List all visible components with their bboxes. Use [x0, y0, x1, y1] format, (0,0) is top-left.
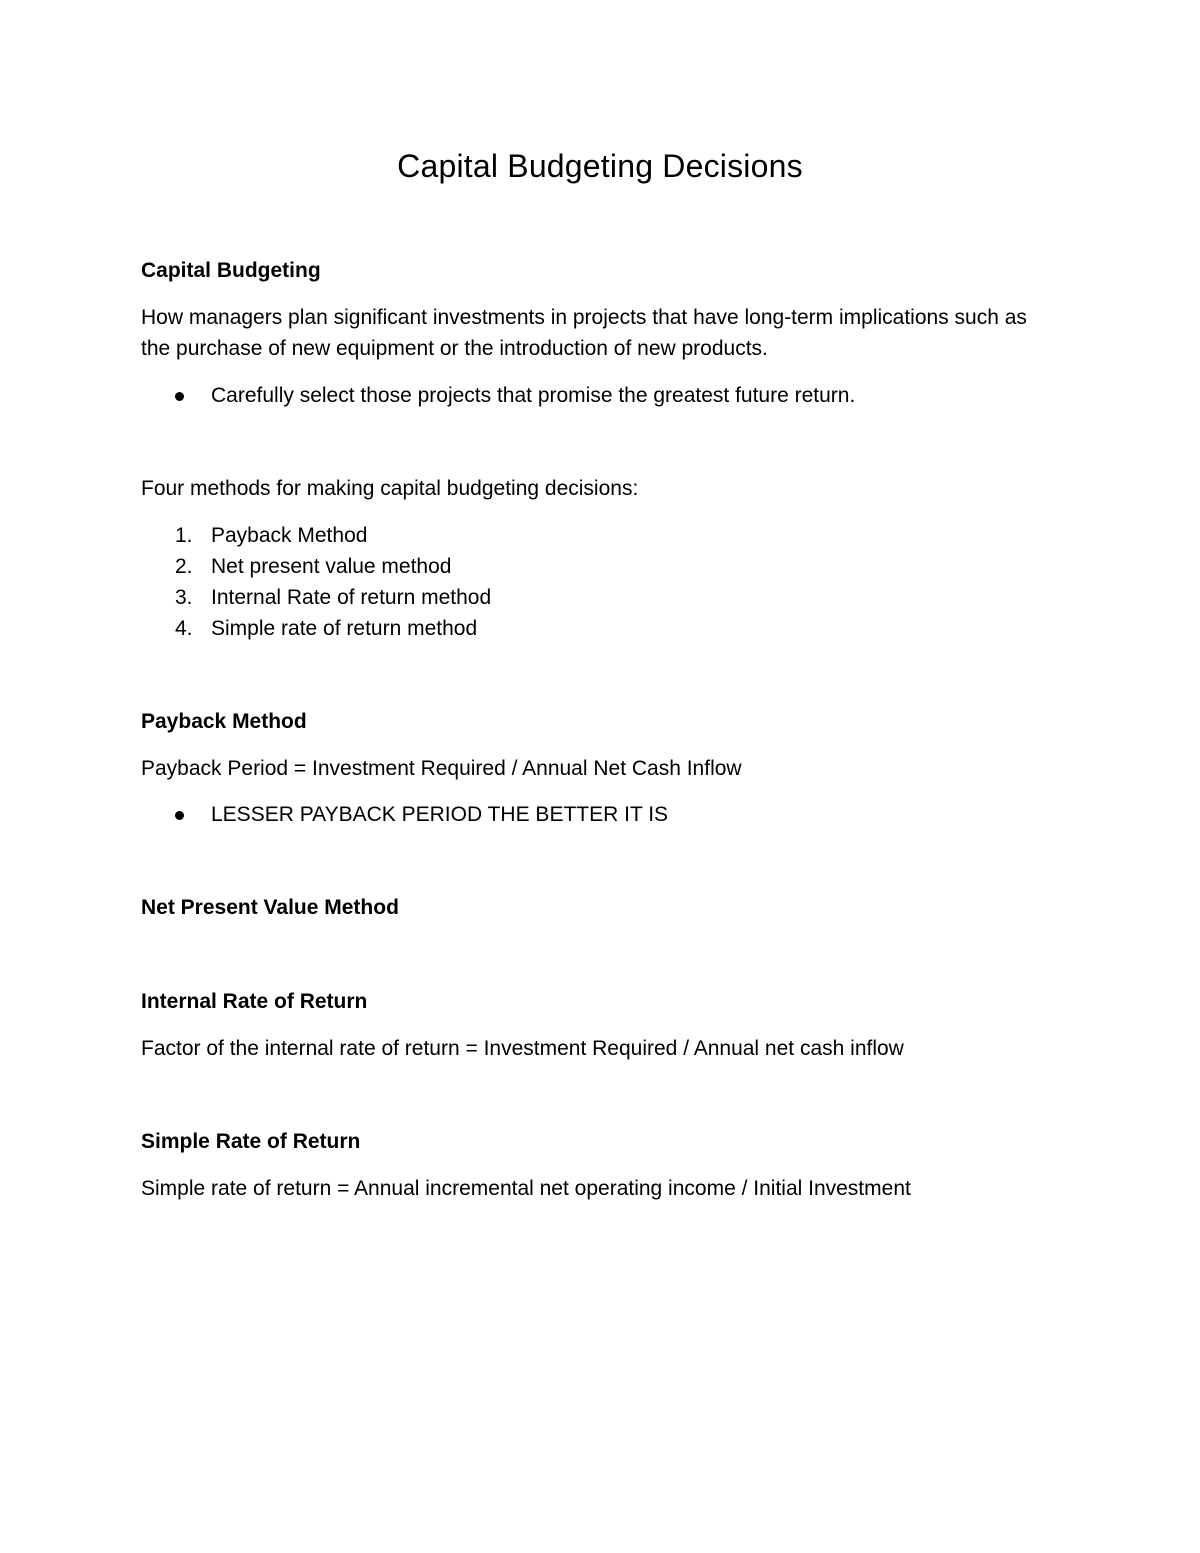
list-number: 4.: [175, 617, 193, 640]
heading-simple-rate: Simple Rate of Return: [141, 1130, 361, 1153]
heading-payback-method: Payback Method: [141, 710, 307, 733]
payback-formula: Payback Period = Investment Required / Annual Net Cash Inflow: [141, 757, 742, 780]
list-item-label: Net present value method: [211, 555, 452, 578]
document-title: Capital Budgeting Decisions: [397, 148, 803, 184]
irr-formula: Factor of the internal rate of return = Investment Required / Annual net cash inflow: [141, 1037, 904, 1060]
list-number: 3.: [175, 586, 193, 609]
methods-intro: Four methods for making capital budgeting decisions:: [141, 477, 639, 500]
list-number: 2.: [175, 555, 193, 578]
heading-npv-method: Net Present Value Method: [141, 896, 399, 919]
paragraph-line-2: the purchase of new equipment or the introduction of new products.: [141, 337, 768, 360]
bullet-icon: [175, 811, 184, 820]
heading-capital-budgeting: Capital Budgeting: [141, 259, 321, 282]
list-item-label: Internal Rate of return method: [211, 586, 492, 609]
heading-irr: Internal Rate of Return: [141, 990, 368, 1013]
list-item-label: Simple rate of return method: [211, 617, 478, 640]
bullet-text: Carefully select those projects that promise the greatest future return.: [211, 384, 856, 407]
simple-rate-formula: Simple rate of return = Annual incremental net operating income / Initial Investment: [141, 1177, 911, 1200]
bullet-text: LESSER PAYBACK PERIOD THE BETTER IT IS: [211, 803, 669, 826]
list-number: 1.: [175, 524, 193, 547]
paragraph-line-1: How managers plan significant investments in projects that have long-term implications such as: [141, 306, 1027, 329]
bullet-icon: [175, 392, 184, 401]
list-item-label: Payback Method: [211, 524, 368, 547]
